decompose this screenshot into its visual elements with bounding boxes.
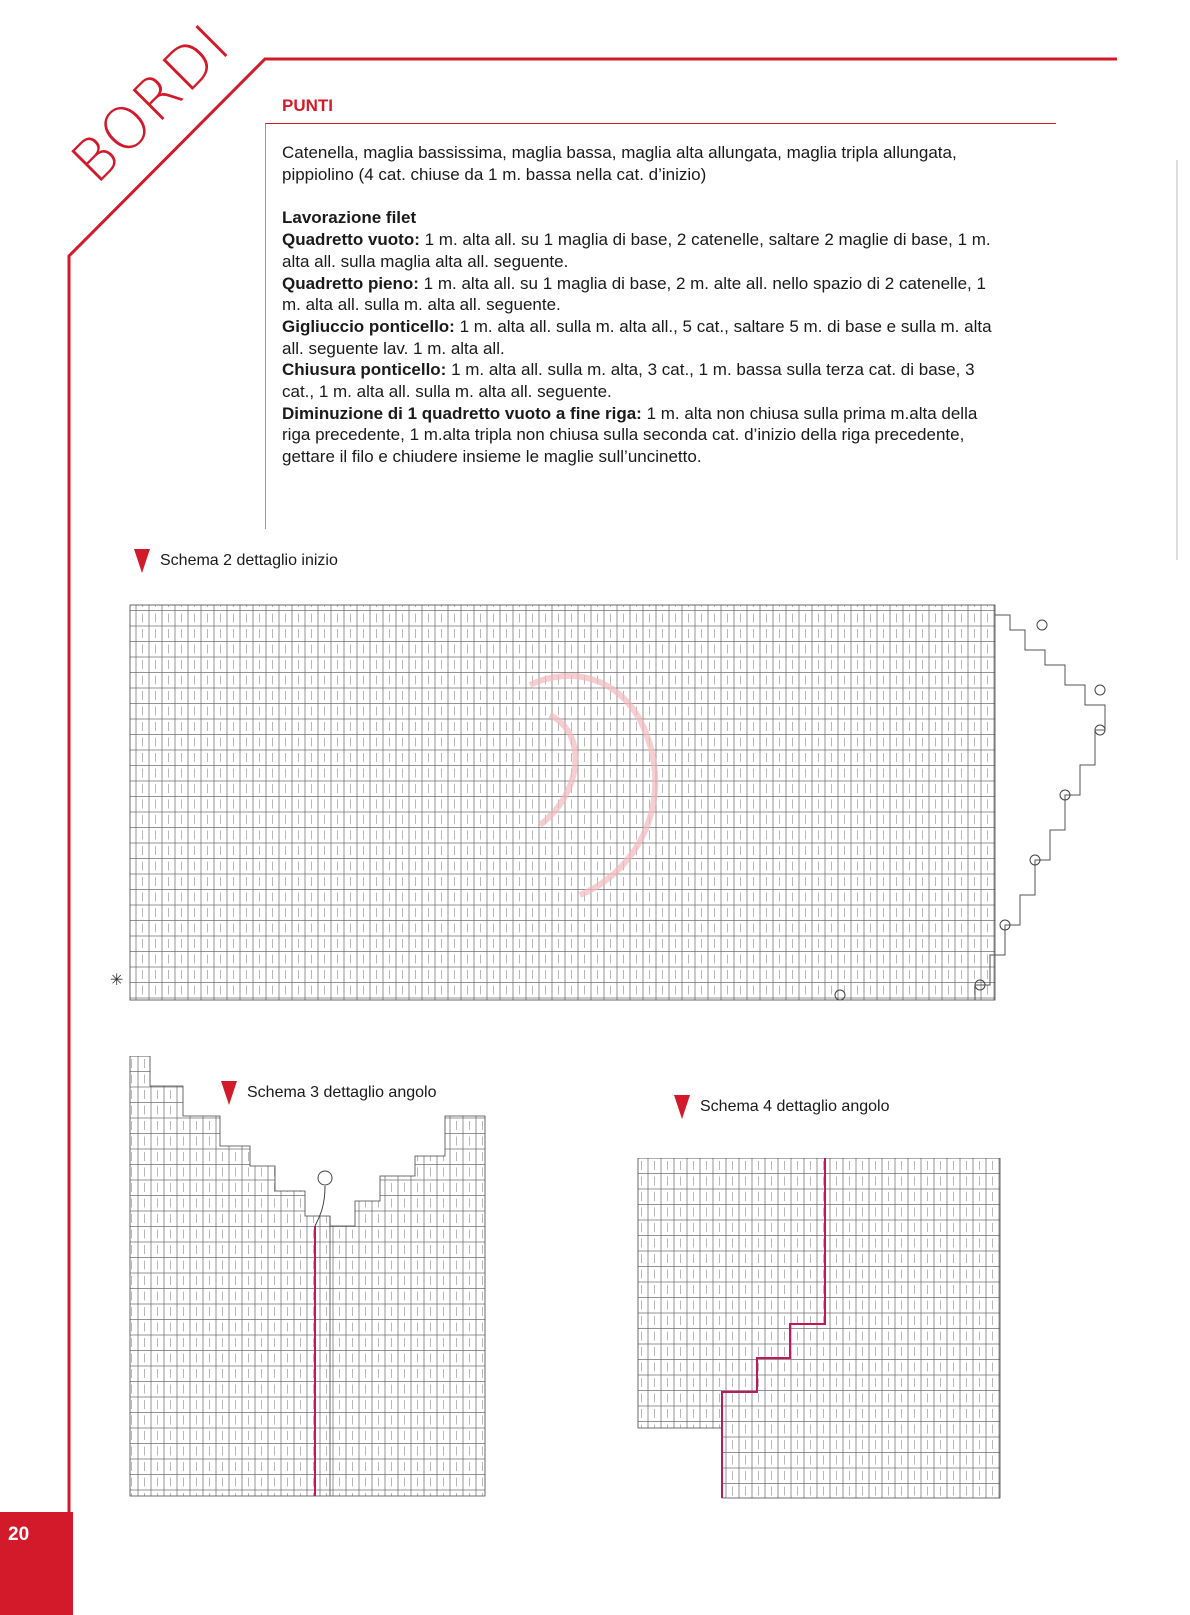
triangle-marker-icon [134, 549, 150, 573]
crochet-chart-schema-2 [110, 595, 1140, 1020]
caption-schema-2: Schema 2 dettaglio inizio [134, 549, 338, 573]
filet-item: Chiusura ponticello: 1 m. alta all. sulla m. alta, 3 cat., 1 m. bassa sulla terza cat. di base, 3 cat., 1 m. alta all. sulla m. alta all. seguente. [282, 360, 975, 402]
instructions [282, 142, 1002, 468]
crochet-chart-schema-3 [125, 1056, 505, 1551]
filet-item: Quadretto vuoto: 1 m. alta all. su 1 maglia di base, 2 catenelle, saltare 2 maglie di base, 1 m. alta all. sulla maglia alta all. seguente. [282, 230, 991, 271]
caption-schema-3: Schema 3 dettaglio angolo [221, 1081, 436, 1105]
section-title: PUNTI [282, 96, 333, 115]
filet-item: Gigliuccio ponticello: 1 m. alta all. sulla m. alta all., 5 cat., saltare 5 m. di base e sulla m. alta all. seguente lav. 1 m. alta all. [282, 316, 992, 358]
crochet-chart-schema-4 [635, 1158, 1035, 1538]
intro-text: Catenella, maglia bassissima, maglia bassa, maglia alta allungata, maglia tripla allungata, pippiolino (4 cat. chiuse da 1 m. bassa nella cat. d’inizio) [282, 143, 957, 184]
brand-logo: BORDI [58, 10, 244, 197]
svg-text:✳: ✳ [110, 970, 124, 989]
page-number: 20 [8, 1524, 30, 1545]
filet-title: Lavorazione filet [282, 208, 417, 228]
filet-item: Diminuzione di 1 quadretto vuoto a fine riga: 1 m. alta non chiusa sulla prima m.alta della riga precedente, 1 m.alta tripla non chiusa sulla seconda cat. d’inizio della riga precedente, gettare il filo e chiudere insieme le maglie sull’uncinetto. [282, 403, 978, 467]
filet-item: Quadretto pieno: 1 m. alta all. su 1 maglia di base, 2 m. alte all. nello spazio di 2 catenelle, 1 m. alta all. sulla m. alta all. seguente. [282, 273, 986, 315]
caption-schema-4: Schema 4 dettaglio angolo [674, 1095, 889, 1119]
triangle-marker-icon [674, 1095, 690, 1119]
